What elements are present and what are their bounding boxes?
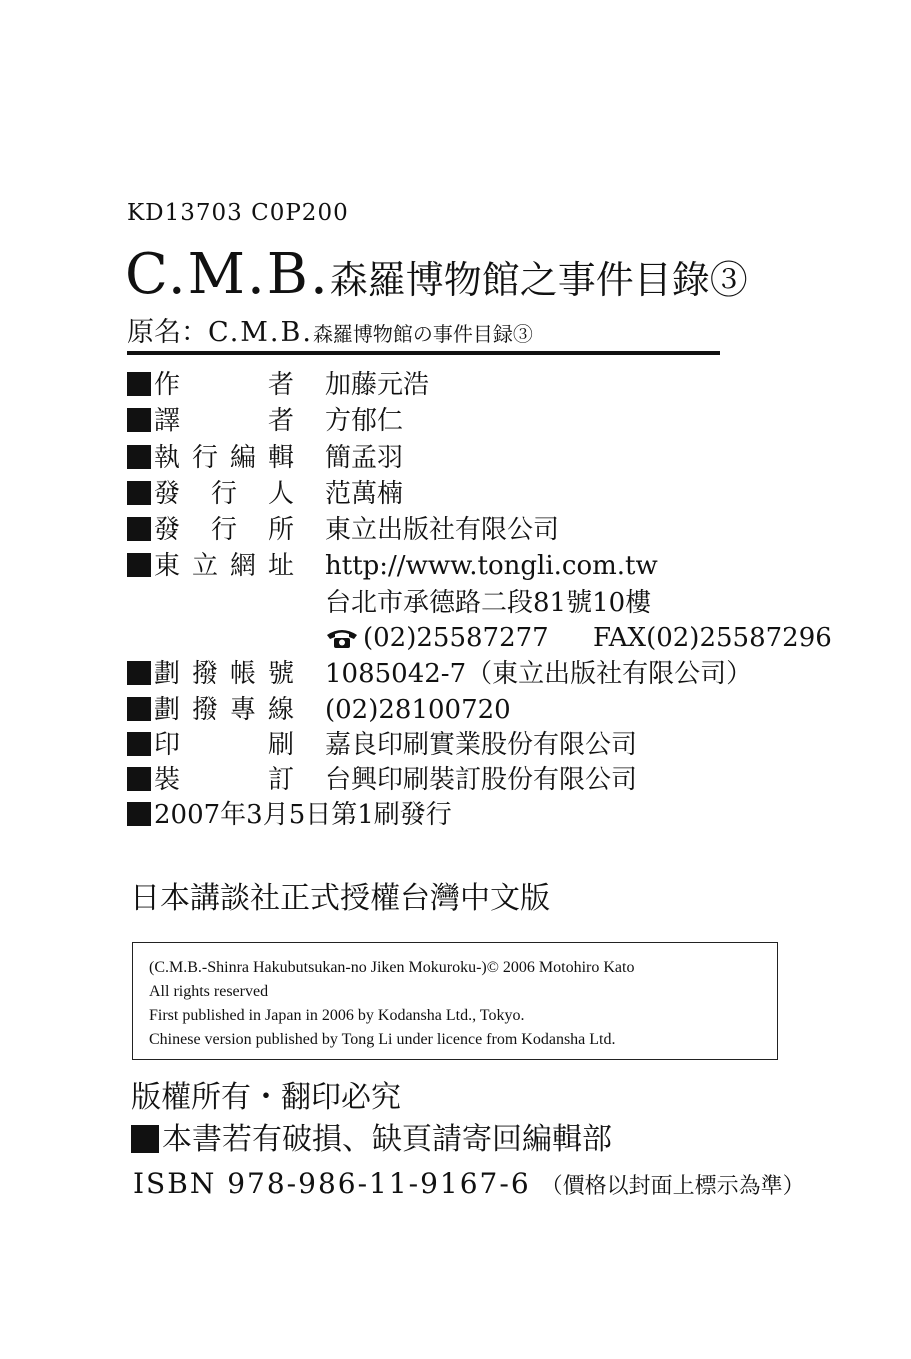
damage-note-text: 本書若有破損、缺頁請寄回編輯部 <box>162 1122 612 1157</box>
bullet-square <box>127 408 151 432</box>
edition-row <box>127 798 452 832</box>
bullet-square <box>127 732 151 756</box>
bullet-square <box>127 697 151 721</box>
price-note: （價格以封面上標示為準） <box>540 1174 805 1199</box>
copyright-line: (C.M.B.-Shinra Hakubutsukan-no Jiken Mokuroku-)© 2006 Motohiro Kato <box>149 959 635 976</box>
title-divider <box>127 351 720 355</box>
copyright-line: Chinese version published by Tong Li under licence from Kodansha Ltd. <box>149 1031 616 1048</box>
credit-row-publisher-person <box>127 477 404 511</box>
credit-value: 范萬楠 <box>325 479 404 509</box>
credit-key: 譯 者 <box>154 406 294 436</box>
edition-date: 2007年3月5日第1刷發行 <box>154 800 452 830</box>
credit-value: (02)28100720 <box>325 695 511 725</box>
rights-reserved: 版權所有・翻印必究 <box>131 1080 401 1115</box>
telephone-icon <box>325 627 359 649</box>
original-title <box>127 318 533 351</box>
credit-key: 執行編輯 <box>154 443 294 473</box>
credit-value: 嘉良印刷實業股份有限公司 <box>325 730 638 760</box>
catalog-code: KD13703 C0P200 <box>127 200 349 226</box>
bullet-square <box>131 1125 159 1153</box>
credit-row-transfer-line <box>127 693 511 727</box>
book-title <box>125 242 748 318</box>
phone-number: (02)25587277 <box>363 623 549 653</box>
credit-key: 裝 訂 <box>154 765 294 795</box>
bullet-square <box>127 445 151 469</box>
credit-row-translator <box>127 404 404 438</box>
title-latin: C.M.B. <box>125 242 330 307</box>
credit-row-printer <box>127 728 638 762</box>
copyright-box <box>132 942 778 1060</box>
publisher-address: 台北市承德路二段81號10樓 <box>325 588 652 618</box>
copyright-line: First published in Japan in 2006 by Kodansha Ltd., Tokyo. <box>149 1007 525 1024</box>
bullet-square <box>127 517 151 541</box>
bullet-square <box>127 661 151 685</box>
credit-row-transfer-account <box>127 657 753 691</box>
credit-value: 1085042-7（東立出版社有限公司） <box>325 659 753 689</box>
credit-value: 東立出版社有限公司 <box>325 515 560 545</box>
website-url: http://www.tongli.com.tw <box>325 551 658 581</box>
license-statement: 日本講談社正式授權台灣中文版 <box>130 881 550 916</box>
credit-value: 簡孟羽 <box>325 443 404 473</box>
credit-row-editor <box>127 441 404 475</box>
original-title-latin: C.M.B. <box>208 317 313 348</box>
title-chinese: 森羅博物館之事件目錄③ <box>329 258 748 302</box>
credit-row-binder <box>127 763 638 797</box>
credit-key: 發 行 人 <box>154 479 294 509</box>
original-title-japanese: 森羅博物館の事件目録③ <box>312 322 533 346</box>
credit-value: 方郁仁 <box>325 406 404 436</box>
copyright-line: All rights reserved <box>149 983 269 1000</box>
bullet-square <box>127 372 151 396</box>
credit-row-author <box>127 368 430 402</box>
isbn-number: ISBN 978-986-11-9167-6 <box>133 1167 531 1200</box>
isbn-line <box>133 1164 805 1207</box>
bullet-square <box>127 481 151 505</box>
contact-row <box>127 621 832 655</box>
credit-row-publisher <box>127 513 560 547</box>
fax-number: FAX(02)25587296 <box>593 623 832 653</box>
credit-value: 加藤元浩 <box>325 370 430 400</box>
credit-row-website <box>127 549 658 583</box>
credit-key: 東立網址 <box>154 551 294 581</box>
credit-key: 發 行 所 <box>154 515 294 545</box>
credit-key: 作 者 <box>154 370 294 400</box>
damage-note <box>131 1120 612 1160</box>
original-title-label: 原名： <box>127 317 208 348</box>
credit-value: 台興印刷裝訂股份有限公司 <box>325 765 638 795</box>
phone-number-group <box>325 621 549 655</box>
bullet-square <box>127 767 151 791</box>
credit-key: 印 刷 <box>154 730 294 760</box>
credit-key: 劃撥帳號 <box>154 659 294 689</box>
bullet-square <box>127 553 151 577</box>
credit-key: 劃撥專線 <box>154 695 294 725</box>
bullet-square <box>127 802 151 826</box>
